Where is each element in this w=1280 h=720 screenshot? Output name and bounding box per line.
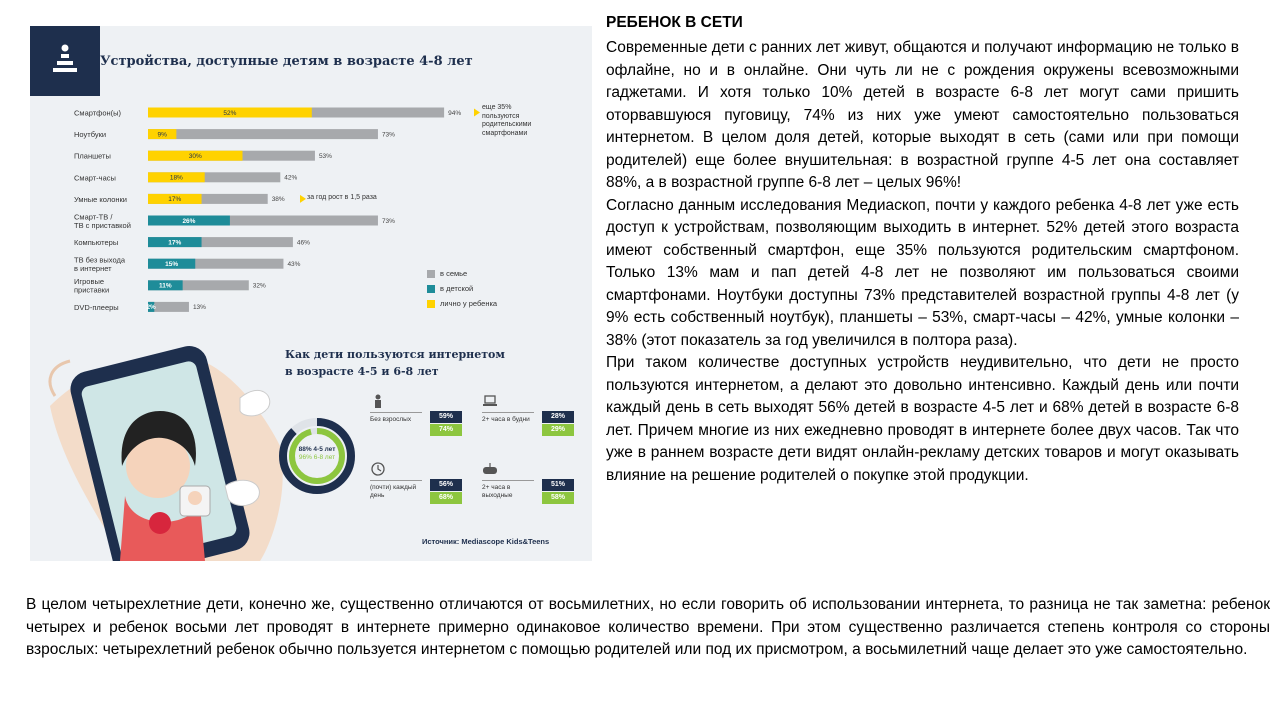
stat-value-6-8: 29% — [542, 424, 574, 436]
source-label: Источник: Mediascope Kids&Teens — [422, 537, 550, 546]
bar-total-label: 73% — [381, 131, 395, 139]
bar-own-label: 11% — [158, 282, 172, 290]
chart-legend — [427, 266, 497, 311]
stat-value-4-5: 59% — [430, 411, 462, 423]
stat-value-4-5: 51% — [542, 479, 574, 491]
note-smartphone — [482, 104, 531, 138]
stat-divider — [370, 480, 422, 481]
usage-title — [285, 346, 505, 380]
category-label: Ноутбуки — [74, 130, 107, 140]
clock-icon — [370, 462, 386, 476]
paragraph: При таком количестве доступных устройств неудивительно, что дети не просто пользуются интернетом, а делают это довольно интенсивно. Каждый день или почти каждый день в сеть выходят 56% детей в возрасте 4-5 лет и 68% детей в возрасте 6-8 лет. Причем многие из них ежедневно проводят в интернете более двух часов. Так что уже в раннем возрасте дети видят онлайн-рекламу детских товаров и могут оказывать влияние на решение родителей о покупке этой продукции. — [606, 354, 1239, 484]
bar-total-label: 42% — [284, 174, 298, 182]
bar-total — [148, 129, 378, 139]
infographic-title: Устройства, доступные детям в возрасте 4-8 лет — [100, 54, 473, 69]
bar-total-label: 43% — [287, 261, 301, 268]
stat-label: 2+ часа в выходные — [482, 484, 513, 499]
category-label: DVD-плееры — [74, 302, 119, 312]
body-text — [606, 37, 1239, 487]
usage-title-line: в возрасте 4-5 и 6-8 лет — [285, 365, 439, 378]
note-line: родительскими — [482, 121, 532, 128]
donut-line1: 88% 4-5 лет — [298, 446, 336, 453]
bar-total-label: 46% — [296, 239, 310, 247]
bar-total-label: 32% — [252, 282, 266, 290]
category-label: Смарт-часы — [74, 173, 116, 183]
stat-weekdays — [482, 394, 592, 438]
category-label: ТВ с приставкой — [74, 220, 131, 230]
bar-own-label: 9% — [157, 131, 167, 139]
bar-total-label: 73% — [381, 217, 395, 225]
category-label: Компьютеры — [74, 238, 119, 248]
note-line: пользуются — [482, 112, 520, 120]
legend-label: лично у ребенка — [440, 299, 498, 308]
category-label: ТВ без выхода — [74, 255, 126, 265]
stat-value-6-8: 68% — [430, 492, 462, 504]
bar-total-label: 53% — [318, 153, 332, 160]
paragraph: Согласно данным исследования Медиаскоп, почти у каждого ребенка 4-8 лет уже есть доступ к устройствам, позволяющим выходить в интернет. 52% детей этого возраста имеют собственный смартфон, еще 35% пользуются родительским смартфоном. Только 13% мам и пап детей 4-8 лет не позволяют им пользоваться своими смартфонами. Ноутбуки доступны 73% представителей возрастной группы 4-8 лет (у 9% есть собственный ноутбук), планшеты – 53%, смарт-часы – 42%, умные колонки – 38% (этот показатель за год увеличился в полтора раза). — [606, 196, 1239, 349]
stat-divider — [370, 412, 422, 413]
stat-divider — [482, 412, 534, 413]
stat-weekends — [482, 462, 592, 506]
arrow-icon — [474, 109, 480, 117]
bar-total-label: 94% — [448, 109, 462, 117]
note-line: еще 35% — [482, 104, 512, 111]
infographic — [30, 26, 592, 561]
stat-label: (почти) каждый день — [370, 484, 417, 499]
bar-total-label: 38% — [271, 196, 285, 204]
note-line: смартфонами — [482, 129, 528, 137]
legend-label: в семье — [440, 269, 468, 278]
legend-label: в детской — [440, 284, 474, 293]
donut-line2: 96% 6-8 лет — [298, 454, 336, 461]
category-label: Смарт-ТВ / — [74, 212, 113, 222]
legend-swatch — [427, 285, 435, 293]
stat-divider — [482, 480, 534, 481]
legend-swatch — [427, 300, 435, 308]
note-speakers: за год рост в 1,5 раза — [307, 194, 377, 201]
bar-own-label: 17% — [168, 239, 182, 247]
legend-swatch — [427, 270, 435, 278]
bar-own-label: 2% — [146, 304, 156, 312]
game-icon — [482, 462, 498, 476]
bar-own-label: 18% — [169, 174, 183, 182]
person-icon — [370, 394, 386, 408]
category-label: приставки — [74, 285, 110, 295]
page-heading: РЕБЕНОК В СЕТИ — [606, 14, 743, 31]
category-label: Смартфон(ы) — [74, 108, 122, 118]
category-label: Планшеты — [74, 151, 111, 161]
laptop-icon — [482, 394, 498, 408]
bar-total-label: 13% — [192, 304, 206, 312]
stat-value-4-5: 28% — [542, 411, 574, 423]
stat-label: 2+ часа в будни — [482, 416, 530, 423]
category-label: Умные колонки — [74, 194, 127, 204]
bar-own-label: 15% — [165, 261, 179, 268]
bottom-paragraph: В целом четырехлетние дети, конечно же, существенно отличаются от восьмилетних, но если говорить об использовании интернета, то разница не так заметна: ребенок четырех и ребенок восьми лет проводят в интернете примерно одинаковое количество времени. При этом существенно различается степень контроля со стороны взрослых: четырехлетний ребенок обычно пользуется интернетом с помощью родителей или под их присмотром, а восьмилетний чаще делает это уже самостоятельно. — [26, 596, 1270, 658]
stat-value-6-8: 58% — [542, 492, 574, 504]
legend-item-own — [427, 296, 497, 311]
paragraph: Современные дети с ранних лет живут, общаются и получают информацию не только в офлайне, но и в онлайне. Они чуть ли не с рождения окружены всевозможными гаджетами. И хотя только 10% детей в возрасте 6-8 лет могут сами пришить оторвавшуюся пуговицу, 74% из них уже умеют самостоятельно пользоваться интернетом. В целом доля детей, которые выходят в сеть (сами или при помощи родителей) еще более внушительная: в возрастной группе 4-5 лет она составляет 88%, а в возрастной группе 6-8 лет – целых 96%! — [606, 39, 1239, 191]
donut-label — [277, 446, 357, 462]
stat-value-4-5: 56% — [430, 479, 462, 491]
bar-own-label: 52% — [223, 109, 237, 117]
stat-value-6-8: 74% — [430, 424, 462, 436]
stat-label: Без взрослых — [370, 416, 412, 423]
legend-item-kids — [427, 281, 497, 296]
legend-item-family — [427, 266, 497, 281]
bar-own-label: 17% — [168, 196, 182, 204]
bar-own-label: 26% — [182, 217, 196, 225]
arrow-icon — [300, 195, 306, 203]
usage-title-line: Как дети пользуются интернетом — [285, 348, 505, 361]
category-label: Игровые — [74, 277, 105, 287]
devices-bar-chart — [30, 26, 592, 326]
category-label: в интернет — [74, 263, 112, 273]
bar-own-label: 30% — [188, 153, 202, 160]
